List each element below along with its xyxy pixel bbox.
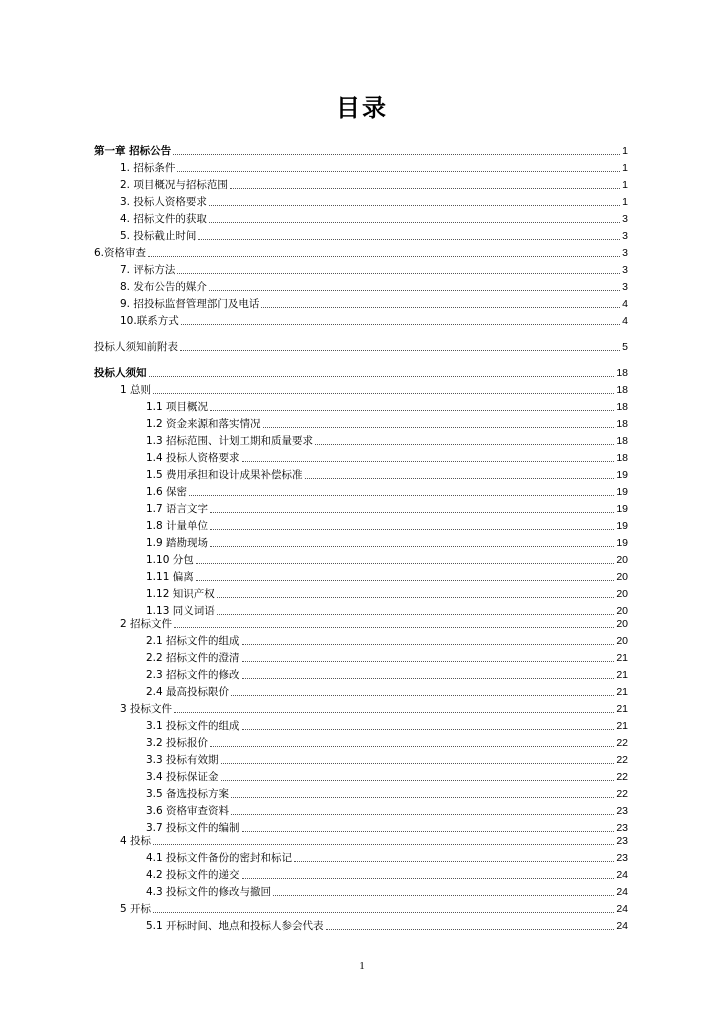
toc-entry-page: 18 [616,401,628,413]
toc-entry-text: 2.2 招标文件的澄清 [146,652,240,664]
toc-entry-text: 1.6 保密 [146,486,188,498]
toc-dot-leader [242,461,615,462]
toc-entry-page: 21 [616,669,628,681]
toc-entry-page: 23 [616,805,628,817]
toc-dot-leader [231,695,614,696]
toc-entry-page: 1 [622,162,628,174]
toc-entry-text: 5. 投标截止时间 [120,230,197,242]
toc-entry-text: 1.13 同义词语 [146,605,215,617]
toc-entry[interactable] [146,415,628,431]
toc-entry-page: 22 [616,788,628,800]
toc-entry-text: 3. 投标人资格要求 [120,196,207,208]
toc-entry-page: 22 [616,771,628,783]
toc-entry-text: 9. 招投标监督管理部门及电话 [120,298,260,310]
toc-dot-leader [209,205,620,206]
toc-entry-page: 24 [616,903,628,915]
toc-entry-page: 20 [616,635,628,647]
toc-entry-text: 3.5 备选投标方案 [146,788,230,800]
toc-entry-page: 18 [616,367,628,379]
toc-dot-leader [173,154,620,155]
toc-dot-leader [263,427,615,428]
toc-dot-leader [294,861,614,862]
toc-dot-leader [217,597,615,598]
toc-entry[interactable] [94,244,628,260]
toc-dot-leader [148,256,620,257]
toc-entry-page: 21 [616,652,628,664]
toc-entry-page: 3 [622,264,628,276]
toc-entry-text: 1.2 资金来源和落实情况 [146,418,261,430]
toc-entry[interactable] [146,717,628,733]
toc-entry-text: 5 开标 [120,903,152,915]
toc-entry-page: 5 [622,341,628,353]
toc-entry-page: 3 [622,247,628,259]
toc-entry-page: 19 [616,503,628,515]
toc-entry[interactable] [94,364,628,380]
toc-dot-leader [209,290,620,291]
toc-dot-leader [210,410,614,411]
toc-entry[interactable] [146,785,628,801]
toc-entry[interactable] [120,832,628,848]
toc-entry-text: 2.4 最高投标限价 [146,686,230,698]
toc-dot-leader [153,912,614,913]
toc-entry[interactable] [94,142,628,158]
toc-dot-leader [149,376,615,377]
toc-title: 目录 [336,94,388,122]
toc-entry[interactable] [120,381,628,397]
toc-dot-leader [221,763,615,764]
toc-dot-leader [242,678,615,679]
toc-dot-leader [174,712,614,713]
toc-entry-text: 3 投标文件 [120,703,173,715]
toc-entry[interactable] [120,900,628,916]
toc-entry-text: 1.5 费用承担和设计成果补偿标准 [146,469,303,481]
toc-dot-leader [210,512,614,513]
toc-entry-page: 20 [616,554,628,566]
toc-dot-leader [209,222,620,223]
toc-entry-page: 22 [616,754,628,766]
toc-entry-text: 3.4 投标保证金 [146,771,219,783]
toc-dot-leader [174,627,614,628]
toc-dot-leader [210,529,614,530]
toc-entry-page: 4 [622,315,628,327]
toc-entry[interactable] [146,517,628,533]
toc-entry[interactable] [146,551,628,567]
toc-entry[interactable] [146,683,628,699]
toc-entry-page: 23 [616,835,628,847]
toc-dot-leader [210,746,614,747]
toc-entry[interactable] [146,768,628,784]
toc-dot-leader [242,729,615,730]
toc-entry[interactable] [94,338,628,354]
toc-entry-page: 20 [616,605,628,617]
toc-entry-text: 4 投标 [120,835,152,847]
toc-entry-page: 3 [622,213,628,225]
toc-entry[interactable] [120,261,628,277]
toc-entry-text: 4.3 投标文件的修改与撤回 [146,886,272,898]
toc-entry[interactable] [146,432,628,448]
toc-entry-page: 1 [622,145,628,157]
toc-entry[interactable] [120,615,628,631]
toc-entry-text: 2.3 招标文件的修改 [146,669,240,681]
toc-entry-page: 19 [616,537,628,549]
toc-entry-text: 1.9 踏勘现场 [146,537,209,549]
toc-entry-text: 1.4 投标人资格要求 [146,452,240,464]
toc-entry-page: 21 [616,686,628,698]
toc-dot-leader [242,878,615,879]
toc-entry-text: 2 招标文件 [120,618,173,630]
toc-entry[interactable] [146,649,628,665]
toc-entry-page: 24 [616,920,628,932]
toc-dot-leader [189,495,614,496]
toc-entry[interactable] [146,917,628,933]
toc-dot-leader [273,895,614,896]
toc-dot-leader [177,171,620,172]
toc-dot-leader [180,350,620,351]
toc-dot-leader [196,563,615,564]
toc-entry-text: 1.10 分包 [146,554,194,566]
toc-entry[interactable] [120,176,628,192]
toc-entry-text: 3.2 投标报价 [146,737,209,749]
toc-entry-text: 3.1 投标文件的组成 [146,720,240,732]
toc-entry[interactable] [146,534,628,550]
toc-entry-text: 1.8 计量单位 [146,520,209,532]
toc-entry-text: 4.1 投标文件备份的密封和标记 [146,852,293,864]
toc-entry-text: 3.6 资格审查资料 [146,805,230,817]
toc-dot-leader [242,661,615,662]
toc-entry[interactable] [120,227,628,243]
toc-entry-text: 投标人须知前附表 [94,341,178,353]
toc-entry[interactable] [146,666,628,682]
toc-entry-page: 18 [616,435,628,447]
toc-entry-text: 10.联系方式 [120,315,179,327]
toc-entry-text: 2. 项目概况与招标范围 [120,179,228,191]
toc-entry[interactable] [146,449,628,465]
toc-entry[interactable] [146,883,628,899]
toc-dot-leader [177,273,620,274]
toc-entry[interactable] [120,700,628,716]
toc-entry[interactable] [146,734,628,750]
toc-entry-text: 1.12 知识产权 [146,588,215,600]
toc-dot-leader [181,324,620,325]
toc-entry-page: 20 [616,618,628,630]
toc-entry-page: 22 [616,737,628,749]
toc-entry-page: 19 [616,520,628,532]
toc-entry[interactable] [120,210,628,226]
toc-entry[interactable] [146,466,628,482]
toc-entry-text: 1.3 招标范围、计划工期和质量要求 [146,435,314,447]
toc-entry-page: 3 [622,281,628,293]
toc-entry[interactable] [146,500,628,516]
toc-entry-page: 18 [616,452,628,464]
toc-entry[interactable] [146,398,628,414]
toc-entry[interactable] [120,159,628,175]
toc-entry-text: 1.7 语言文字 [146,503,209,515]
toc-entry-text: 1. 招标条件 [120,162,176,174]
toc-entry[interactable] [146,849,628,865]
toc-entry[interactable] [120,312,628,328]
toc-entry[interactable] [146,802,628,818]
toc-dot-leader [305,478,615,479]
toc-dot-leader [210,546,614,547]
toc-entry-page: 20 [616,588,628,600]
toc-entry-page: 18 [616,418,628,430]
toc-dot-leader [231,814,614,815]
toc-entry-text: 4.2 投标文件的递交 [146,869,240,881]
toc-entry-text: 第一章 招标公告 [94,145,172,157]
toc-entry-text: 3.3 投标有效期 [146,754,219,766]
toc-entry-text: 4. 招标文件的获取 [120,213,207,225]
toc-entry-page: 1 [622,196,628,208]
toc-entry[interactable] [146,585,628,601]
toc-entry-text: 1.11 偏离 [146,571,194,583]
toc-entry-text: 1.1 项目概况 [146,401,209,413]
toc-dot-leader [153,393,614,394]
toc-entry-text: 7. 评标方法 [120,264,176,276]
toc-entry-text: 投标人须知 [94,367,147,379]
toc-entry-page: 1 [622,179,628,191]
toc-entry-page: 21 [616,720,628,732]
toc-entry-page: 3 [622,230,628,242]
toc-entry[interactable] [146,568,628,584]
toc-dot-leader [198,239,620,240]
toc-entry[interactable] [146,866,628,882]
toc-dot-leader [231,797,614,798]
toc-entry-page: 24 [616,886,628,898]
toc-dot-leader [230,188,620,189]
toc-entry-page: 23 [616,822,628,834]
toc-entry-page: 19 [616,469,628,481]
toc-entry-page: 20 [616,571,628,583]
toc-entry[interactable] [120,193,628,209]
toc-dot-leader [261,307,620,308]
toc-dot-leader [196,580,615,581]
toc-dot-leader [153,844,614,845]
toc-entry-text: 1 总则 [120,384,152,396]
toc-entry-page: 4 [622,298,628,310]
toc-entry-text: 6.资格审查 [94,247,147,259]
toc-entry-text: 2.1 招标文件的组成 [146,635,240,647]
toc-entry-text: 8. 发布公告的媒介 [120,281,207,293]
toc-entry-text: 3.7 投标文件的编制 [146,822,240,834]
toc-entry-page: 18 [616,384,628,396]
toc-entry-page: 23 [616,852,628,864]
toc-entry-page: 24 [616,869,628,881]
toc-entry[interactable] [146,751,628,767]
toc-dot-leader [221,780,615,781]
toc-entry[interactable] [120,278,628,294]
toc-entry[interactable] [120,295,628,311]
toc-dot-leader [242,644,615,645]
toc-dot-leader [326,929,615,930]
toc-dot-leader [315,444,614,445]
toc-entry-page: 19 [616,486,628,498]
toc-entry[interactable] [146,632,628,648]
toc-entry-page: 21 [616,703,628,715]
toc-entry-text: 5.1 开标时间、地点和投标人参会代表 [146,920,324,932]
page-number: 1 [359,960,365,972]
toc-entry[interactable] [146,483,628,499]
